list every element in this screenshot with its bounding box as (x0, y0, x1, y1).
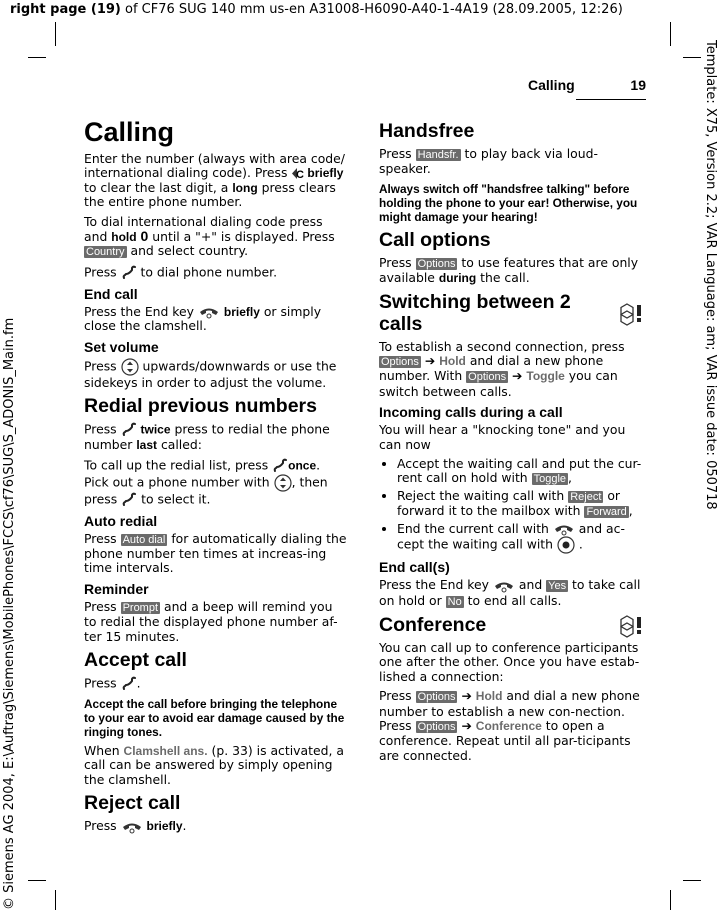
no-softkey: No (447, 595, 462, 608)
call-key-icon (121, 492, 137, 508)
end-calls-paragraph: Press the End key and Yes to take call on hold or No to end all calls. (379, 577, 641, 608)
reject-call-heading: Reject call (84, 792, 181, 815)
incoming-options-list (379, 457, 645, 554)
prompt-softkey: Prompt (122, 601, 159, 614)
intro-paragraph: Enter the number (always with area code/ international dialing code). Press C briefly to clear the last digit, a long press clears the entire phone number. (84, 151, 345, 210)
handsfree-warning: Always switch off "handsfree talking" before holding the phone to your ear! Otherwise, you might damage your hearing! (379, 181, 638, 224)
hold-menu-item: Hold (475, 689, 503, 704)
handsfree-softkey: Handsfr. (417, 149, 459, 161)
list-item: • End the current call with and ac-cept the waiting call with . (397, 522, 645, 555)
left-column (84, 116, 348, 839)
dial-paragraph: Press to dial phone number. (84, 264, 278, 280)
handsfree-heading: Handsfree (379, 120, 475, 142)
conference-heading: Conference (379, 614, 645, 636)
reminder-paragraph: Press Prompt and a beep will remind you to redial the displayed phone number af-ter 15 minutes. (84, 598, 338, 644)
crop-mark (55, 22, 56, 46)
svg-text:C: C (296, 169, 305, 182)
nav-updown-icon (274, 474, 292, 492)
auto-dial-softkey: Auto dial (122, 533, 166, 546)
arrow-icon: ➔ (461, 718, 472, 734)
clamshell-paragraph: When Clamshell ans. (p. 33) is activated, a call can be answered by simply opening the clamshell. (84, 743, 344, 787)
toggle-softkey: Toggle (533, 473, 567, 486)
arrow-icon: ➔ (461, 688, 472, 704)
options-softkey: Options (417, 257, 456, 270)
crop-mark (683, 57, 701, 58)
accept-call-heading: Accept call (84, 649, 187, 671)
network-service-icon (619, 302, 645, 324)
page-header-title: Calling (528, 77, 575, 93)
network-service-icon (619, 614, 645, 636)
handsfree-paragraph: Press Handsfr. to play back via loud-speaker. (379, 146, 598, 177)
set-volume-paragraph: Press upwards/downwards or use the sidekeys in order to adjust the volume. (84, 358, 337, 390)
arrow-icon: ➔ (512, 368, 523, 384)
list-item: • Accept the waiting call and put the cur-rent call on hold with Toggle , (397, 457, 645, 487)
incoming-calls-heading: Incoming calls during a call (379, 404, 563, 421)
reminder-heading: Reminder (84, 580, 149, 597)
redial-paragraph-2: To call up the redial list, press once. Pick out a phone number with , then press to select it. (84, 457, 328, 507)
forward-softkey: Forward (586, 506, 627, 519)
crop-mark (28, 880, 46, 881)
call-key-icon (121, 422, 137, 438)
clamshell-menu-item: Clamshell ans. (123, 744, 208, 758)
switching-paragraph: To establish a second connection, press Options ➔ Hold and dial a new phone number. With Options ➔ Toggle you can switch between calls. (379, 338, 625, 399)
copyright-path: © Siemens AG 2004, E:\Auftrag\Siemens\MobilePhones\FCCS\cf76\SUG\S_ADONIS_Main.fm (2, 317, 17, 910)
call-key-icon (121, 676, 137, 692)
redial-paragraph-1: Press twice press to redial the phone number last called: (84, 421, 330, 453)
accept-call-paragraph: Press . (84, 675, 141, 691)
page-header-rule (576, 99, 646, 100)
print-header-rest: of CF76 SUG 140 mm us-en A31008-H6090-A40-1-4A19 (28.09.2005, 12:26) (120, 2, 623, 17)
options-softkey: Options (417, 691, 456, 704)
end-key-icon (198, 305, 220, 319)
center-key-icon (557, 536, 575, 554)
auto-redial-paragraph: Press Auto dial for automatically dialing the phone number ten times at increas-ing time intervals. (84, 530, 347, 576)
call-options-heading: Call options (379, 228, 491, 251)
redial-heading: Redial previous numbers (84, 395, 317, 418)
end-key-icon (553, 522, 575, 536)
call-options-paragraph: Press Options to use features that are only available during the call. (379, 254, 639, 286)
call-key-icon (121, 265, 137, 281)
international-paragraph: To dial international dialing code press and hold 0 until a "+" is displayed. Press Country and select country. (84, 213, 335, 259)
end-key-icon (493, 579, 515, 593)
crop-mark (28, 57, 46, 58)
print-header-bold: right page (19) (10, 2, 121, 17)
incoming-intro: You will hear a "knocking tone" and you can now (379, 422, 626, 452)
reject-call-paragraph: Press briefly. (84, 818, 187, 834)
country-softkey: Country (86, 246, 125, 259)
options-softkey: Options (417, 721, 456, 734)
list-item: • Reject the waiting call with Reject or forward it to the mailbox with Forward , (397, 489, 645, 520)
conference-menu-item: Conference (475, 719, 542, 734)
arrow-icon: ➔ (424, 353, 436, 369)
end-calls-heading: End call(s) (379, 559, 450, 576)
hold-menu-item: Hold (439, 354, 466, 369)
page-number: 19 (630, 77, 646, 93)
switching-heading: Switching between 2 calls (379, 291, 645, 335)
conference-paragraph-1: You can call up to conference participants one after the other. Once you have estab-lished a connection: (379, 640, 640, 684)
right-column (379, 116, 645, 768)
crop-mark (683, 880, 701, 881)
crop-mark (55, 890, 56, 910)
end-call-heading: End call (84, 285, 138, 302)
call-key-icon (272, 458, 288, 474)
options-softkey: Options (381, 356, 419, 369)
template-info: Template: X75, Version 2.2; VAR Language: am; VAR issue date: 050718 (703, 40, 718, 510)
zero-key: 0 (140, 228, 149, 245)
yes-softkey: Yes (548, 580, 567, 593)
end-call-paragraph: Press the End key briefly or simply close the clamshell. (84, 303, 322, 334)
crop-mark (670, 22, 671, 46)
print-header (10, 2, 623, 17)
nav-updown-icon (121, 358, 139, 376)
auto-redial-heading: Auto redial (84, 512, 158, 529)
page-title: Calling (84, 117, 175, 147)
accept-warning: Accept the call before bringing the telephone to your ear to avoid ear damage caused by the ringing tones. (84, 697, 345, 739)
toggle-menu-item: Toggle (526, 369, 565, 384)
reject-softkey: Reject (570, 490, 602, 503)
set-volume-heading: Set volume (84, 338, 159, 355)
clear-key-icon (291, 167, 303, 180)
end-key-icon (121, 820, 143, 834)
crop-mark (670, 890, 671, 910)
conference-paragraph-2: Press Options ➔ Hold and dial a new phone number to establish a new con-nection. Press Options ➔ Conference to open a conference. Repeat until all par-ticipants are connected. (379, 688, 640, 763)
options-softkey: Options (468, 371, 507, 384)
